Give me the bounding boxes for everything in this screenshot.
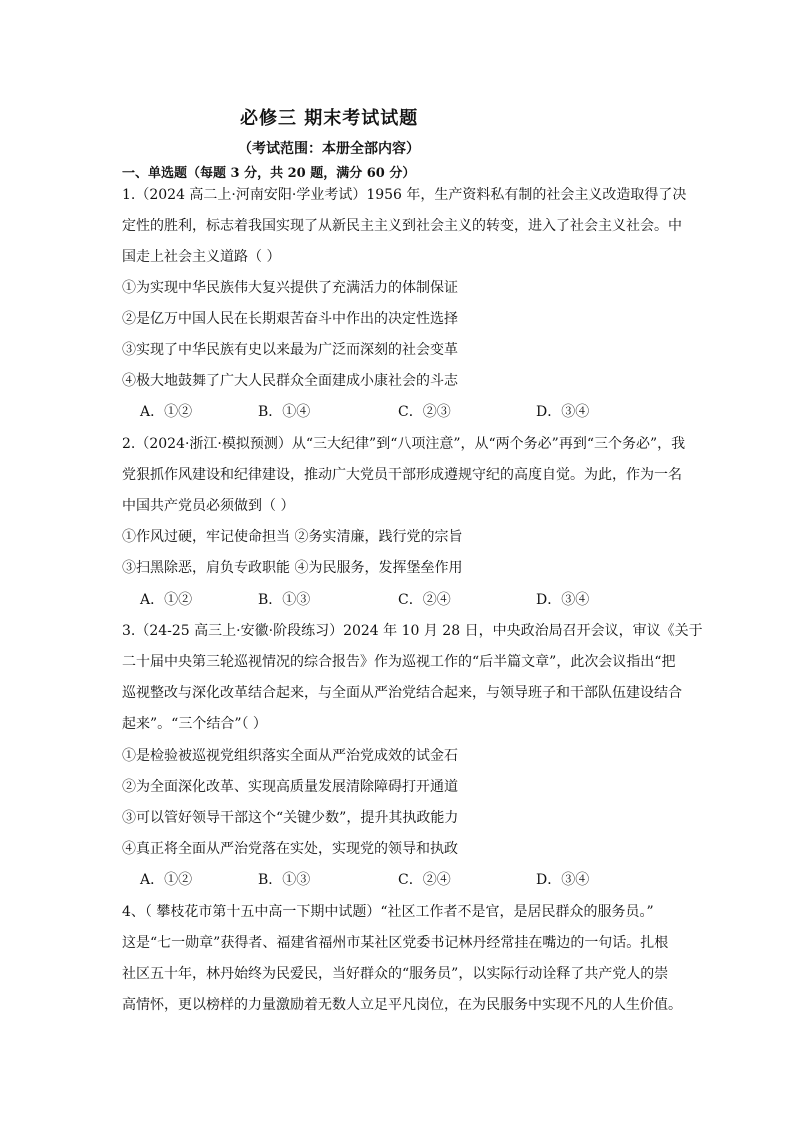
q1-stem-line-1: 1.（2024 高二上·河南安阳·学业考试）1956 年，生产资料私有制的社会主义改造取得了决	[122, 187, 687, 203]
q1-statement-2: ②是亿万中国人民在长期艰苦奋斗中作出的决定性选择	[122, 311, 458, 327]
q2-stem-line-1: 2.（2024·浙江·模拟预测）从“三大纪律”到“八项注意”，从“两个务必”再到“三个务必”，我	[122, 436, 686, 452]
q3-option-a[interactable]: A．①②	[140, 872, 193, 888]
q3-option-b[interactable]: B．①③	[258, 872, 311, 888]
exam-title: 必修三 期末考试试题	[240, 108, 419, 129]
section-heading: 一、单选题（每题 3 分，共 20 题，满分 60 分）	[122, 166, 416, 181]
q3-statement-1: ①是检验被巡视党组织落实全面从严治党成效的试金石	[122, 748, 458, 764]
q1-option-d[interactable]: D．③④	[536, 404, 590, 420]
q3-statement-4: ④真正将全面从严治党落在实处，实现党的领导和执政	[122, 841, 458, 857]
q3-stem-line-4: 起来”。“三个结合”（ ）	[122, 716, 267, 732]
q4-stem-line-1: 4、（ 攀枝花市第十五中高一下期中试题）“社区工作者不是官，是居民群众的服务员。”	[122, 904, 654, 920]
exam-scope: （考试范围：本册全部内容）	[238, 141, 420, 157]
q2-statements-row-2: ③扫黑除恶，肩负专政职能 ④为民服务，发挥堡垒作用	[122, 560, 463, 576]
q1-stem-line-2: 定性的胜利，标志着我国实现了从新民主主义到社会主义的转变，进入了社会主义社会。中	[122, 218, 682, 234]
q4-stem-line-2: 这是“七一勋章”获得者、福建省福州市某社区党委书记林丹经常挂在嘴边的一句话。扎根	[122, 935, 669, 951]
q2-statements-row-1: ①作风过硬，牢记使命担当 ②务实清廉，践行党的宗旨	[122, 529, 463, 545]
q2-stem-line-3: 中国共产党员必须做到（ ）	[122, 498, 295, 514]
q2-option-d[interactable]: D．③④	[536, 592, 590, 608]
q1-option-a[interactable]: A．①②	[140, 404, 193, 420]
q3-statement-3: ③可以管好领导干部这个“关键少数”，提升其执政能力	[122, 810, 459, 826]
q1-statement-3: ③实现了中华民族有史以来最为广泛而深刻的社会变革	[122, 342, 458, 358]
q2-option-b[interactable]: B．①③	[258, 592, 311, 608]
q1-statement-4: ④极大地鼓舞了广大人民群众全面建成小康社会的斗志	[122, 373, 458, 389]
q3-stem-line-1: 3.（24-25 高三上·安徽·阶段练习）2024 年 10 月 28 日，中央政治局召开会议，审议《关于	[122, 623, 703, 639]
q1-option-c[interactable]: C．②③	[398, 404, 451, 420]
q1-stem-line-3: 国走上社会主义道路（ ）	[122, 249, 281, 265]
q1-statement-1: ①为实现中华民族伟大复兴提供了充满活力的体制保证	[122, 280, 458, 296]
q1-option-b[interactable]: B．①④	[258, 404, 311, 420]
q2-option-a[interactable]: A．①②	[140, 592, 193, 608]
q2-stem-line-2: 党狠抓作风建设和纪律建设，推动广大党员干部形成遵规守纪的高度自觉。为此，作为一名	[122, 467, 682, 483]
q4-stem-line-4: 高情怀，更以榜样的力量激励着无数人立足平凡岗位，在为民服务中实现不凡的人生价值。	[122, 997, 682, 1013]
q3-option-c[interactable]: C．②④	[398, 872, 451, 888]
q3-option-d[interactable]: D．③④	[536, 872, 590, 888]
q3-stem-line-3: 巡视整改与深化改革结合起来，与全面从严治党结合起来，与领导班子和干部队伍建设结合	[122, 685, 682, 701]
q3-stem-line-2: 二十届中央第三轮巡视情况的综合报告》作为巡视工作的“后半篇文章”，此次会议指出“把	[122, 654, 676, 670]
q2-option-c[interactable]: C．②④	[398, 592, 451, 608]
q3-statement-2: ②为全面深化改革、实现高质量发展清除障碍打开通道	[122, 779, 458, 795]
q4-stem-line-3: 社区五十年，林丹始终为民爱民，当好群众的“服务员”，以实际行动诠释了共产党人的崇	[122, 966, 669, 982]
